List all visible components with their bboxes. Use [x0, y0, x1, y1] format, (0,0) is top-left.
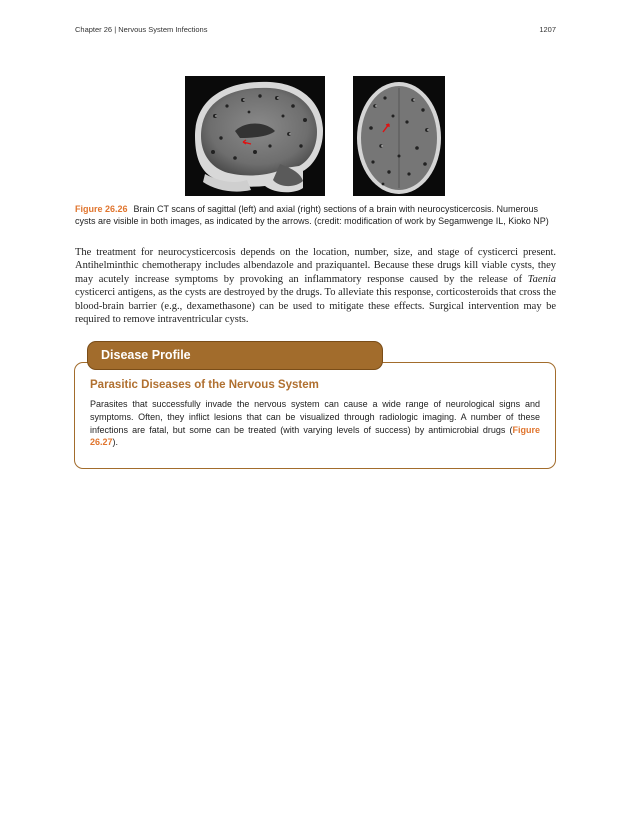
sagittal-ct-scan [185, 76, 325, 196]
figure-26-26 [185, 76, 445, 196]
paragraph-text-start: The treatment for neurocysticercosis depends on the location, number, size, and stage of cysticerci present. Antihelminthic chemotherapy includes albendazole and praziquantel. Because these drugs kill viable cysts, they may acutely increase symptoms by provoking an inflammatory response caused by the release of [75, 247, 556, 285]
sagittal-ct-image [185, 76, 325, 196]
axial-ct-scan [353, 76, 445, 196]
figure-26-27-link[interactable]: Figure 26.27 [90, 424, 540, 448]
disease-profile-title: Parasitic Diseases of the Nervous System [90, 379, 319, 391]
disease-profile-tab [87, 341, 383, 370]
running-head [75, 25, 207, 34]
disease-profile-text [90, 398, 540, 449]
page-header [75, 25, 556, 37]
figure-caption [75, 203, 556, 227]
caption-text: Brain CT scans of sagittal (left) and axial (right) sections of a brain with neurocysticercosis. Numerous cysts are visible in both images, as indicated by the arrows. (credit: modification of work by Segamwenge IL, Kioko NP) [75, 204, 549, 226]
chapter-label: Chapter 26 [75, 25, 113, 34]
profile-text-start: Parasites that successfully invade the nervous system can cause a wide range of neurological signs and symptoms. Often, they inflict lesions that can be visualized through radiologic imaging. A number of these infections are fatal, but some can be treated (with varying levels of success) by antimicrobial drugs ( [90, 399, 540, 435]
figure-label: Figure 26.26 [75, 204, 128, 214]
profile-text-end: ). [112, 437, 119, 448]
section-title: Nervous System Infections [118, 25, 208, 34]
page-number: 1207 [539, 25, 556, 34]
paragraph-text-end: cysticerci antigens, as the cysts are destroyed by the drugs. To alleviate this response, corticosteroids that cross the blood-brain barrier (e.g., dexamethasone) can be used to mitigate these effects. Surgical intervention may be required to remove intraventricular cysts. [75, 287, 556, 326]
axial-ct-image [353, 76, 445, 196]
taenia-italic: Taenia [527, 273, 556, 285]
body-paragraph [75, 246, 556, 326]
header-separator: | [114, 25, 117, 34]
disease-profile-label: Disease Profile [101, 348, 191, 362]
